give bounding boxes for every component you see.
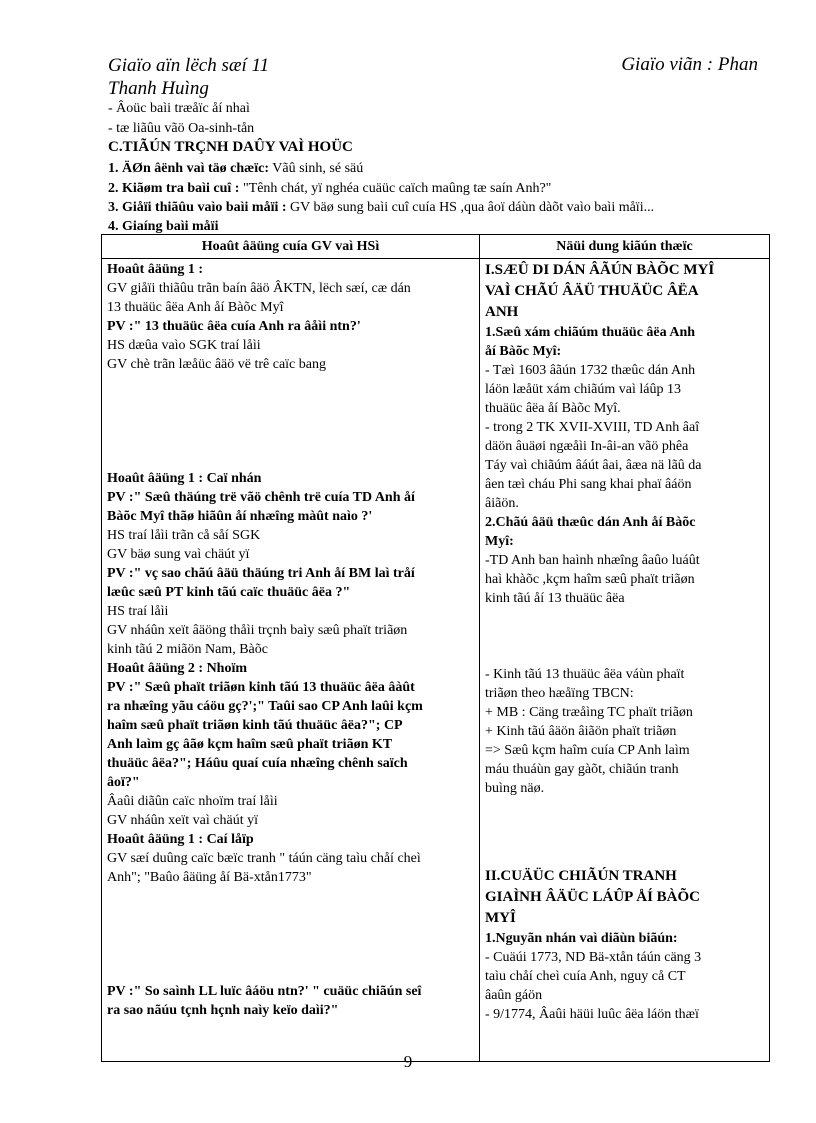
activity-text: 13 thuäüc âëa Anh åí Bàõc Myî — [107, 300, 284, 315]
table-header-content: Näüi dung kiãún thæïc — [480, 235, 770, 259]
content-text: âiãön. — [485, 496, 519, 511]
activity-text: Anh"; "Baûo âäüng åí Bä-xtån1773" — [107, 870, 312, 885]
content-text: âen tæì cháu Phi sang khai phaï âáön — [485, 477, 692, 492]
activity-text: kinh tãú 2 miãön Nam, Bàõc — [107, 642, 268, 657]
content-text: däön âuäøi ngæåìi In-âi-an vãö phêa — [485, 439, 689, 454]
header-teacher-name: Thanh Huìng — [108, 78, 209, 99]
step-2-text: "Tênh chát, yï nghéa cuäüc caïch maûng tæ saín Anh?" — [239, 181, 552, 196]
step-3 — [108, 198, 654, 217]
question-text: PV :" vç sao chãú âäü thäúng tri Anh åí BM laì tråí — [107, 566, 415, 581]
lesson-table — [101, 234, 770, 1062]
intro-bullet-2: - tæ liãûu vãö Oa-sinh-tån — [108, 121, 255, 136]
header-subject: Giaïo aïn lëch sæí 11 — [108, 55, 270, 76]
activity-1-title: Hoaût âäüng 1 : — [107, 262, 204, 277]
step-1 — [108, 159, 363, 178]
content-text: Táy vaì chiãúm âáút âai, âæa nä lãû da — [485, 458, 702, 473]
step-1-label: 1. ÄØn âënh vaì täø chæïc: — [108, 161, 269, 176]
section-1-title: ANH — [485, 304, 519, 320]
step-4-label: 4. Giaíng baìi måïi — [108, 219, 219, 234]
activity-text: GV nháûn xeït âäöng thåìi trçnh baìy sæû phaït triãøn — [107, 623, 408, 638]
activity-text: GV sæí duûng caïc bæïc tranh " táún cäng taìu chåí cheì — [107, 851, 421, 866]
activity-text: HS traí låìi — [107, 604, 169, 619]
question-text: Anh laìm gç âãø kçm haîm sæû phaït triãøn KT — [107, 737, 393, 752]
activity-text: GV chè trãn læåüc âäö vë trê caïc bang — [107, 357, 326, 372]
question-text: PV :" Sæû thäúng trë vãö chênh trë cuía TD Anh åí — [107, 490, 415, 505]
content-cell — [480, 259, 770, 1062]
table-header-activities: Hoaût âäüng cuía GV vaì HSì — [102, 235, 480, 259]
activity-text: GV giåïi thiãûu trãn baín âäö ÂKTN, lëch sæí, cæ dán — [107, 281, 411, 296]
subsection-title: 2.Chãú âäü thæûc dán Anh åí Bàõc — [485, 515, 696, 530]
section-c-title: C.TIÃÚN TRÇNH DAÛY VAÌ HOÜC — [108, 139, 353, 155]
content-text: taìu chåí cheì cuía Anh, nguy cå CT — [485, 969, 686, 984]
spacer — [107, 887, 474, 982]
content-text: kinh tãú åí 13 thuäüc âëa — [485, 591, 625, 606]
content-text: => Sæû kçm haîm cuía CP Anh laìm — [485, 743, 690, 758]
question-text: PV :" Sæû phaït triãøn kinh tãú 13 thuäüc âëa âàût — [107, 680, 415, 695]
section-1-title: I.SÆÛ DI DÁN ÂÃÚN BÀÕC MYÎ — [485, 262, 715, 278]
section-2-title: MYÎ — [485, 910, 516, 926]
question-text: thuäüc âëa?"; Háûu quaí cuía nhæîng chênh saïch — [107, 756, 408, 771]
content-text: - Tæì 1603 âãún 1732 thæûc dán Anh — [485, 363, 696, 378]
question-text: haîm sæû phaït triãøn kinh tãú thuäüc âëa?"; CP — [107, 718, 403, 733]
activity-3-title: Hoaût âäüng 2 : Nhoïm — [107, 661, 248, 676]
activities-cell — [102, 259, 480, 1062]
content-text: buìng näø. — [485, 781, 545, 796]
section-1-title: VAÌ CHÃÚ ÂÄÜ THUÄÜC ÂËA — [485, 283, 699, 299]
content-text: haì khàõc ,kçm haîm sæû phaït triãøn — [485, 572, 695, 587]
spacer — [107, 374, 474, 469]
question-text: ra nhæîng yãu cáöu gç?';" Taûi sao CP Anh laûi kçm — [107, 699, 423, 714]
question-text: PV :" 13 thuäüc âëa cuía Anh ra âåìi ntn?' — [107, 319, 361, 334]
subsection-title: Myî: — [485, 534, 514, 549]
step-3-text: GV bäø sung baìi cuî cuía HS ,qua âoï dáùn dàõt vaìo baìi måïi... — [286, 200, 655, 215]
content-text: - Kinh tãú 13 thuäüc âëa váùn phaït — [485, 667, 685, 682]
subsection-title: 1.Nguyãn nhán vaì diãùn biãún: — [485, 931, 678, 946]
spacer — [485, 608, 764, 665]
content-text: + MB : Cäng træåìng TC phaït triãøn — [485, 705, 693, 720]
content-text: thuäüc âëa åí Bàõc Myî. — [485, 401, 621, 416]
subsection-title: 1.Sæû xám chiãúm thuäüc âëa Anh — [485, 325, 696, 340]
step-3-label: 3. Giåïi thiãûu vaìo baìi måïi : — [108, 200, 287, 215]
content-text: máu thuáùn gay gàõt, chiãún tranh — [485, 762, 679, 777]
activity-text: Âaûi diãûn caïc nhoïm traí låìi — [107, 794, 278, 809]
activity-4-title: Hoaût âäüng 1 : Caí låïp — [107, 832, 254, 847]
header-left — [108, 54, 269, 100]
question-text: âoï?" — [107, 775, 140, 790]
content-text: láön læåüt xám chiãúm vaì láûp 13 — [485, 382, 681, 397]
step-2-label: 2. Kiãøm tra baìi cuî : — [108, 181, 240, 196]
spacer — [485, 798, 764, 866]
activity-2-title: Hoaût âäüng 1 : Caï nhán — [107, 471, 262, 486]
content-text: âaûn gáön — [485, 988, 543, 1003]
activity-text: HS traí låìi trãn cå såí SGK — [107, 528, 261, 543]
content-text: - trong 2 TK XVII-XVIII, TD Anh âaî — [485, 420, 700, 435]
page-number: 9 — [403, 1052, 413, 1071]
step-2 — [108, 179, 551, 198]
content-text: -TD Anh ban haình nhæîng âaûo luáût — [485, 553, 700, 568]
content-text: - 9/1774, Âaûi häüi luûc âëa láön thæï — [485, 1007, 699, 1022]
question-text: Bàõc Myî thãø hiãûn åí nhæîng màût naìo ?' — [107, 509, 373, 524]
content-text: - Cuäúi 1773, ND Bä-xtån táún cäng 3 — [485, 950, 702, 965]
intro-bullet-1: - Âoüc baìi træåïc åí nhaì — [108, 101, 250, 116]
content-text: triãøn theo hæåïng TBCN: — [485, 686, 634, 701]
section-2-title: II.CUÄÜC CHIÃÚN TRANH — [485, 868, 677, 884]
step-1-text: Vãû sinh, sé säú — [269, 161, 364, 176]
activity-text: HS dæûa vaìo SGK traí låìi — [107, 338, 261, 353]
content-text: + Kinh tãú âäön âiãön phaït triãøn — [485, 724, 677, 739]
header-right: Giaïo viãn : Phan — [621, 54, 758, 75]
question-text: læûc sæû PT kinh tãú caïc thuäüc âëa ?" — [107, 585, 351, 600]
section-2-title: GIAÌNH ÂÄÜC LÁÛP ÅÍ BÀÕC — [485, 889, 701, 905]
question-text: PV :" So saình LL luïc âáöu ntn?' " cuäüc chiãún seî — [107, 984, 422, 999]
activity-text: GV bäø sung vaì chäút yï — [107, 547, 250, 562]
subsection-title: åí Bàõc Myî: — [485, 344, 562, 359]
activity-text: GV nháûn xeït vaì chäút yï — [107, 813, 258, 828]
question-text: ra sao nãúu tçnh hçnh naìy keïo daìi?" — [107, 1003, 339, 1018]
